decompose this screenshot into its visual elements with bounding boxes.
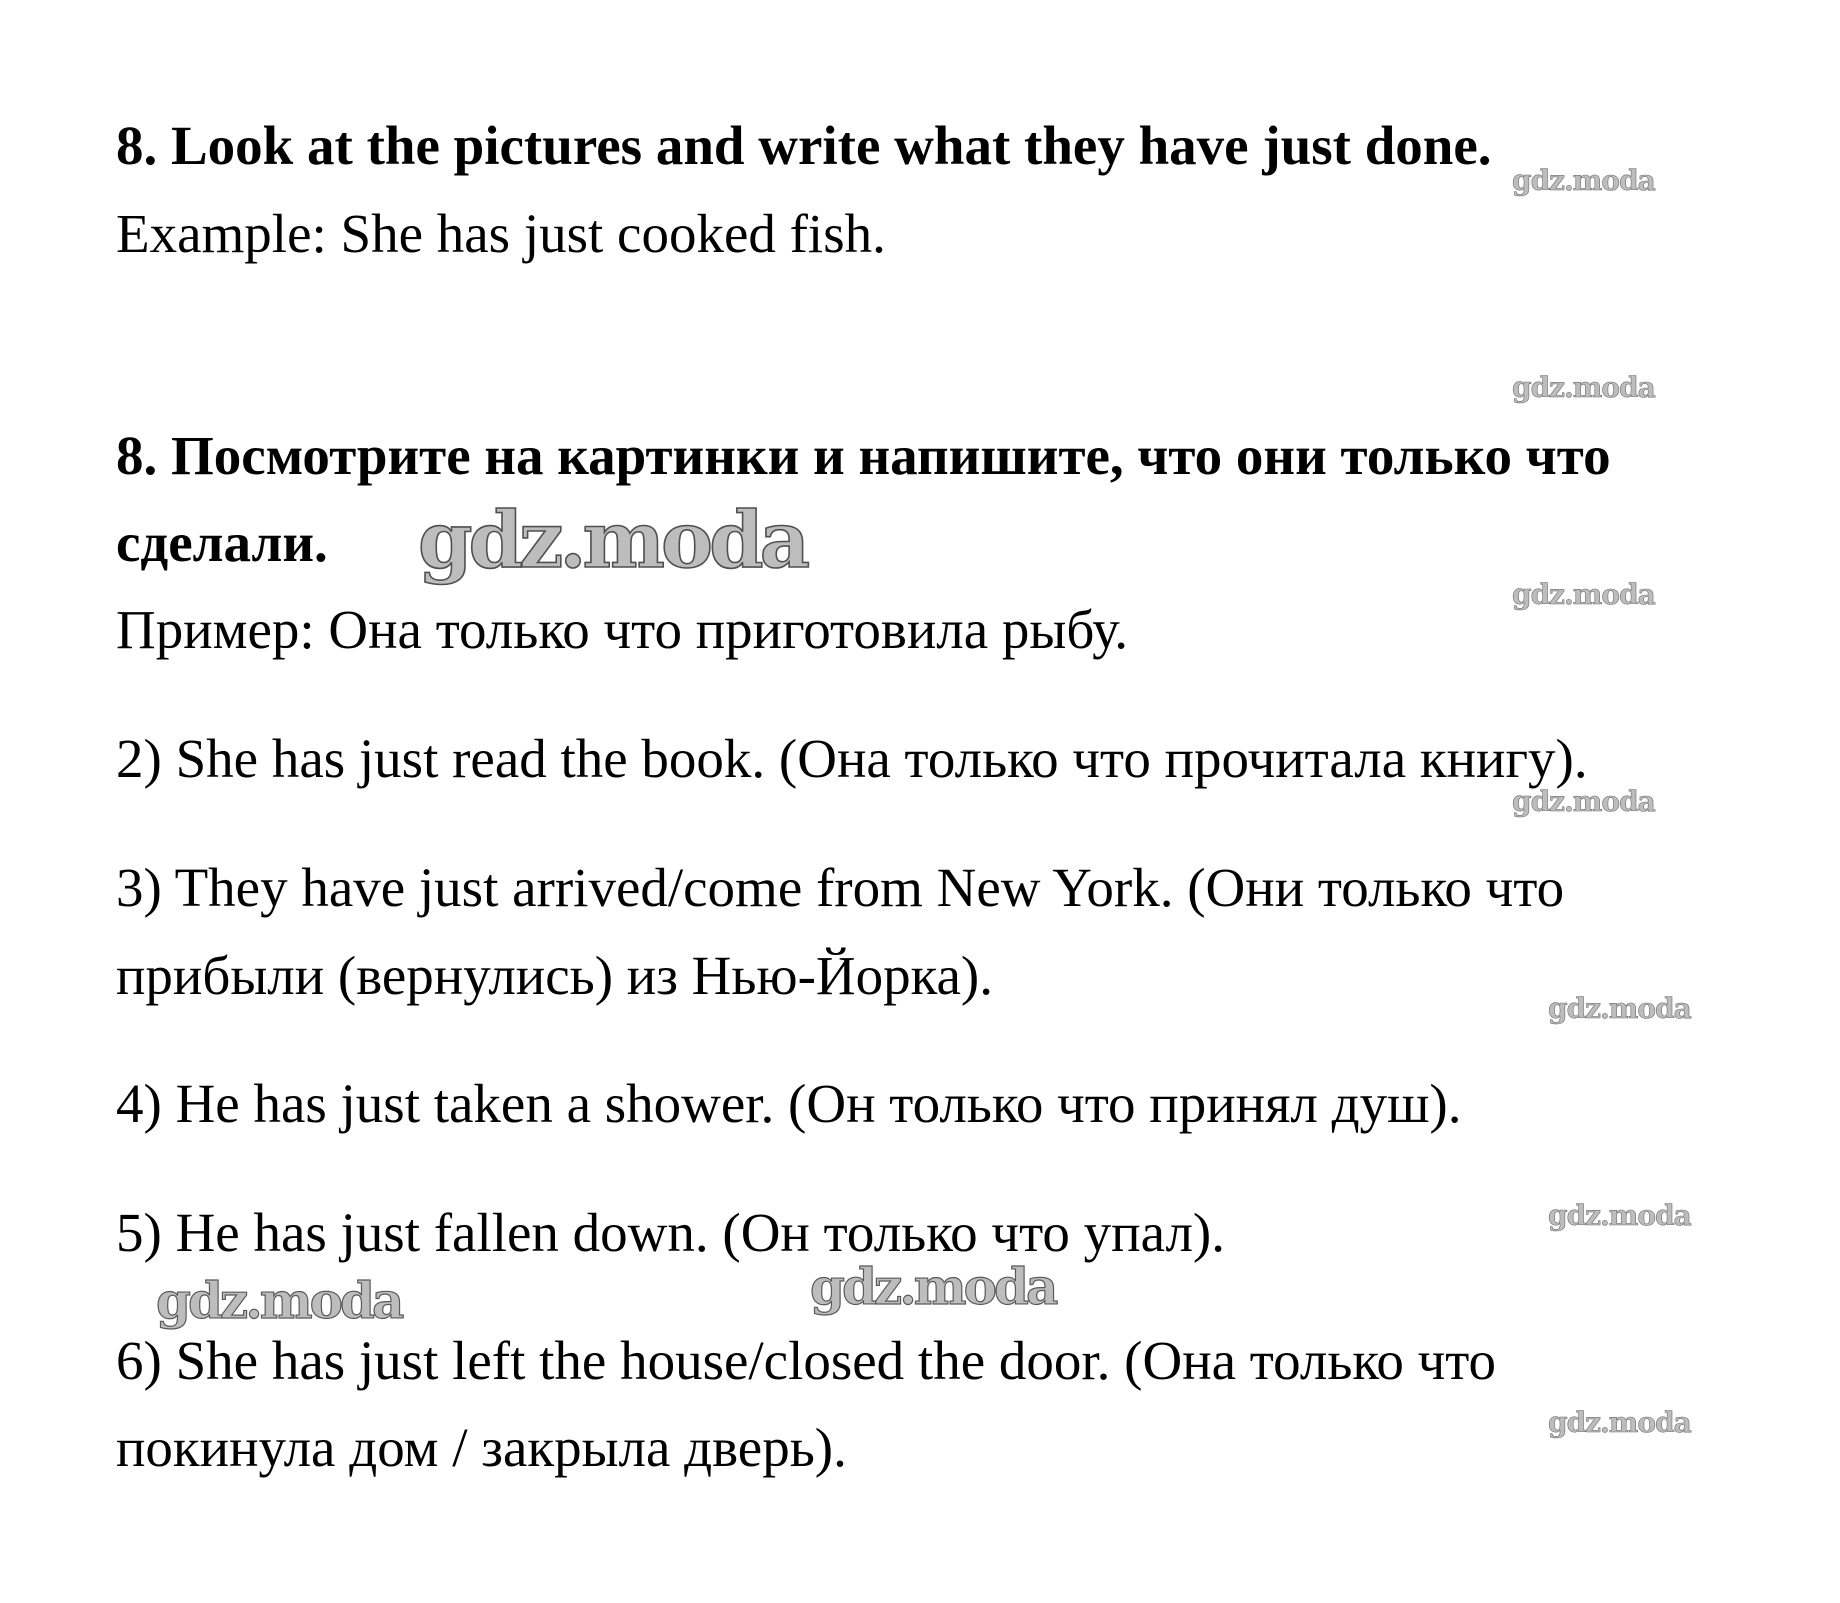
watermark: gdz.moda xyxy=(810,1257,1056,1316)
watermark: gdz.moda xyxy=(1512,785,1655,818)
watermark: gdz.moda xyxy=(1512,164,1655,197)
answer-3-line2: прибыли (вернулись) из Нью-Йорка). xyxy=(116,945,993,1006)
watermark: gdz.moda xyxy=(1512,371,1655,404)
watermark: gdz.moda xyxy=(1548,1406,1691,1439)
answer-6-line1: 6) She has just left the house/closed the door. (Она только что xyxy=(116,1330,1497,1391)
watermark: gdz.moda xyxy=(1548,992,1691,1025)
answer-3-line1: 3) They have just arrived/come from New York. (Они только что xyxy=(116,857,1565,918)
task-title-ru-line2: сделали. xyxy=(116,512,328,573)
watermark: gdz.moda xyxy=(1548,1199,1691,1232)
watermark: gdz.moda xyxy=(418,495,807,586)
answer-5: 5) He has just fallen down. (Он только что упал). xyxy=(116,1202,1225,1263)
task-title-ru-line1: 8. Посмотрите на картинки и напишите, что они только что xyxy=(116,425,1611,486)
task-title-en: 8. Look at the pictures and write what they have just done. xyxy=(116,115,1492,176)
task-example-en: Example: She has just cooked fish. xyxy=(116,203,886,264)
answer-6-line2: покинула дом / закрыла дверь). xyxy=(116,1417,847,1478)
answer-4: 4) He has just taken a shower. (Он только что принял душ). xyxy=(116,1073,1462,1134)
watermark: gdz.moda xyxy=(156,1271,402,1330)
answer-2: 2) She has just read the book. (Она только что прочитала книгу). xyxy=(116,728,1588,789)
watermark: gdz.moda xyxy=(1512,578,1655,611)
task-example-ru: Пример: Она только что приготовила рыбу. xyxy=(116,599,1128,660)
